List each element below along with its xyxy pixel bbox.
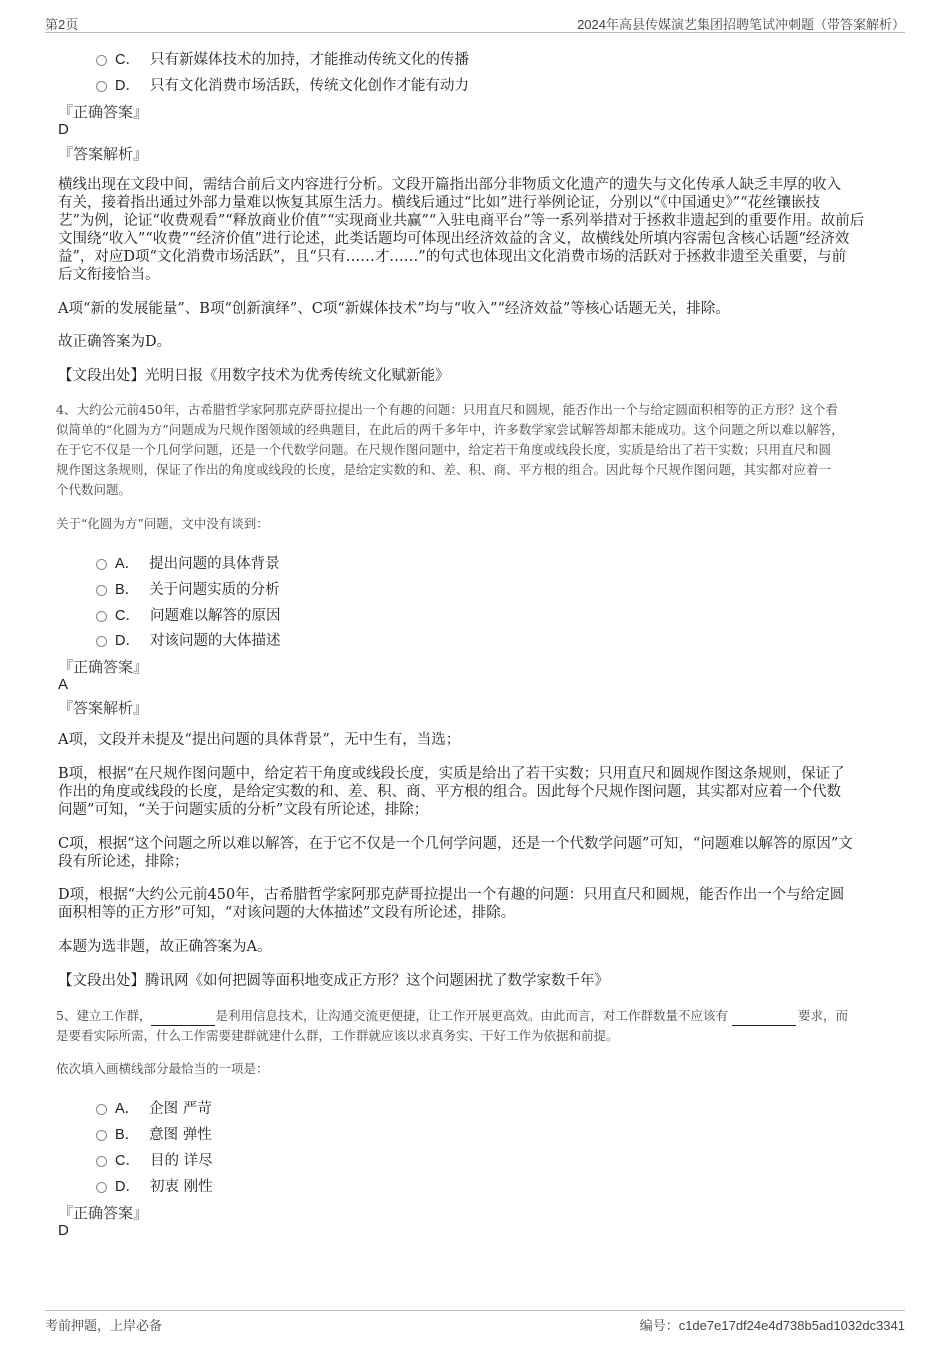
q4-answer: A [58,676,69,693]
q5-option-d[interactable]: D． 初衷 刚性 [96,1175,213,1196]
q4-option-b[interactable]: B． 关于问题实质的分析 [96,578,280,599]
q4-conclusion: 本题为选非题，故正确答案为A。 [58,939,272,955]
q4-option-c[interactable]: C． 问题难以解答的原因 [96,604,280,625]
q4-question: 关于“化圆为方”问题，文中没有谈到： [56,516,269,531]
radio-icon[interactable] [96,636,107,647]
document-title: 2024年高县传媒演艺集团招聘笔试冲刺题（带答案解析） [577,17,905,32]
q4-stem: 4、大约公元前450年，古希腊哲学家阿那克萨哥拉提出一个有趣的问题：只用直尺和圆规，能否作出一个与给定圆面积相等的正方形？这个看 似简单的“化圆为方”问题成为尺规作图领域的经典题目，在此后的两千多年中，许多数学家尝试解答却都未能成功。这个问题之所以难以解答， 在于它不仅是一个几何学问题，还是一个代数学问题。在尺规作图问题中，给定若干角度或线段长度，实质是给出了若干实数；只用直尺和圆 规作图这条规则，保证了作出的角度或线段的长度，是给定实数的和、差、积、商、平方根的组合。因此每个尺规作图问题，其实都对应着一 个代数问题。 [56,402,844,497]
radio-icon[interactable] [96,559,107,570]
document-id: 编号：c1de7e17df24e4d738b5ad1032dc3341 [639,1318,905,1333]
q3-analysis: 横线出现在文段中间，需结合前后文内容进行分析。文段开篇指出部分非物质文化遗产的遗失与文化传承人缺乏丰厚的收入 有关，接着指出通过外部力量难以恢复其原生活力。横线后通过“比如”进行举例论证，分别以“《中国通史》”“花丝镶嵌技 艺”为例，论证“收费观看”“释放商业价值”“实现商业共赢”“入驻电商平台”等一系列举措对于拯救非遗起到的重要作用。故前后 文围绕“收入”“收费”“经济价值”进行论述，此类话题均可体现出经济效益的含义，故横线处所填内容需包含核心话题“经济效 益”，对应D项“文化消费市场活跃”，且“只有……才……”的句式也体现出文化消费市场的活跃对于拯救非遗至关重要，与前 后文衔接恰当。 [58,177,865,283]
q4-analysis-c: C项，根据“这个问题之所以难以解答，在于它不仅是一个几何学问题，还是一个代数学问题”可知，“问题难以解答的原因”文 段有所论述，排除； [58,836,853,870]
blank-1 [151,1013,215,1026]
q4-answer-tag: 『正确答案』 [58,658,149,676]
q4-option-d[interactable]: D． 对该问题的大体描述 [96,629,280,650]
page-header [45,14,905,33]
page-number: 第2页 [45,17,79,32]
q5-stem: 5、建立工作群， 是利用信息技术，让沟通交流更便捷，让工作开展更高效。由此而言，对工作群数量不应该有 要求，而 是要看实际所需，什么工作需要建群就建什么群，工作群就应该以求真务实、干好工作为依据和前提。 [56,1008,848,1043]
radio-icon[interactable] [96,1130,107,1141]
page-footer [45,1310,905,1333]
radio-icon[interactable] [96,1156,107,1167]
q3-source: 【文段出处】光明日报《用数字技术为优秀传统文化赋新能》 [58,368,450,384]
q3-analysis-tag: 『答案解析』 [58,145,149,163]
q3-conclusion: 故正确答案为D。 [58,334,172,350]
q5-question: 依次填入画横线部分最恰当的一项是： [56,1061,269,1076]
q5-answer-tag: 『正确答案』 [58,1204,149,1222]
radio-icon[interactable] [96,585,107,596]
q3-option-d[interactable]: D． 只有文化消费市场活跃，传统文化创作才能有动力 [96,74,469,95]
q4-analysis-tag: 『答案解析』 [58,699,149,717]
q4-source: 【文段出处】腾讯网《如何把圆等面积地变成正方形？这个问题困扰了数学家数千年》 [58,973,609,989]
radio-icon[interactable] [96,611,107,622]
q4-analysis-b: B项，根据“在尺规作图问题中，给定若干角度或线段长度，实质是给出了若干实数；只用直尺和圆规作图这条规则，保证了 作出的角度或线段的长度，是给定实数的和、差、积、商、平方根的组合。因此每个尺规作图问题，其实都对应着一个代数 问题”可知，“关于问题实质的分析”文段有所论述，排除； [58,766,845,818]
radio-icon[interactable] [96,81,107,92]
q3-option-c[interactable]: C． 只有新媒体技术的加持，才能推动传统文化的传播 [96,48,469,69]
q5-option-a[interactable]: A． 企图 严苛 [96,1097,212,1118]
blank-2 [732,1013,796,1026]
radio-icon[interactable] [96,1182,107,1193]
q4-analysis-d: D项，根据“大约公元前450年，古希腊哲学家阿那克萨哥拉提出一个有趣的问题：只用直尺和圆规，能否作出一个与给定圆 面积相等的正方形”可知，“对该问题的大体描述”文段有所论述，排除。 [58,887,845,921]
footer-slogan: 考前押题，上岸必备 [45,1318,163,1333]
q4-option-a[interactable]: A． 提出问题的具体背景 [96,552,280,573]
radio-icon[interactable] [96,1104,107,1115]
radio-icon[interactable] [96,55,107,66]
q3-exclude: A项“新的发展能量”、B项“创新演绎”、C项“新媒体技术”均与“收入”“经济效益”等核心话题无关，排除。 [58,301,730,317]
q4-analysis-a: A项，文段并未提及“提出问题的具体背景”，无中生有，当选； [58,732,461,748]
q3-answer-tag: 『正确答案』 [58,103,149,121]
q5-option-b[interactable]: B． 意图 弹性 [96,1123,212,1144]
q3-answer: D [58,121,69,138]
q5-answer: D [58,1222,69,1239]
q5-option-c[interactable]: C． 目的 详尽 [96,1149,213,1170]
